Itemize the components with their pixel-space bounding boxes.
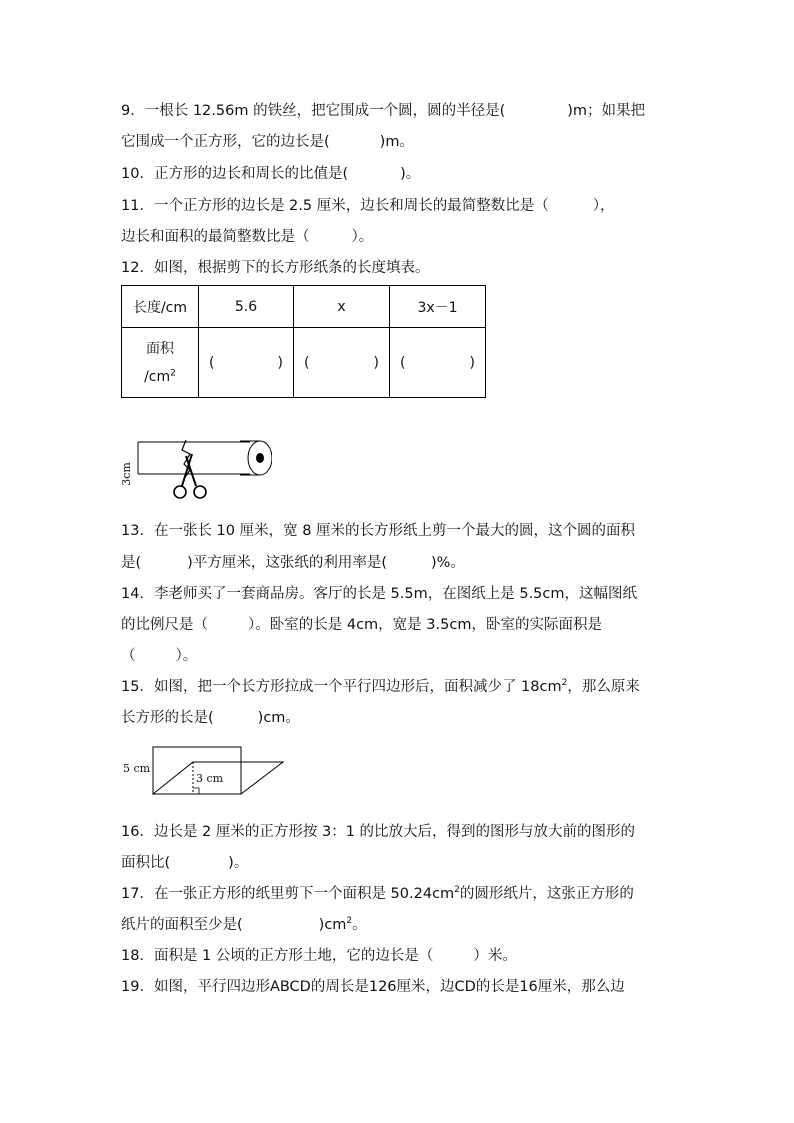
table-cell: x [294,286,390,328]
table-header-cell: 长度/cm [122,286,199,328]
q15-line1: 15．如图，把一个长方形拉成一个平行四边形后，面积减少了 $18cm^2$，那么原来 [121,678,640,695]
q17-line1: 17．在一张正方形的纸里剪下一个面积是 $50.24cm^2$的圆形纸片，这张正方形的 [121,885,634,902]
q16-line1: 16．边长是 2 厘米的正方形按 3：1 的比放大后，得到的图形与放大前的图形的 [121,824,636,840]
table-cell: 5.6 [199,286,294,328]
q13-line1: 13．在一张长 10 厘米，宽 8 厘米的长方形纸上剪一个最大的圆，这个圆的面积 [121,523,636,539]
q16-line2: 面积比( )。 [121,855,249,871]
roll-core [256,453,264,463]
q9-line2: 它围成一个正方形，它的边长是( )m。 [121,134,414,150]
table-row [122,286,486,328]
q18-line: 18．面积是 1 公顷的正方形土地，它的边长是（ ）米。 [121,948,517,964]
q14-line2: 的比例尺是（ ）。卧室的长是 4cm，宽是 3.5cm，卧室的实际面积是 [121,617,602,633]
q17-line2: 纸片的面积至少是( )$cm^2$。 [121,916,367,933]
table-answer-cell[interactable]: ( ) [199,328,294,398]
q10-line: 10．正方形的边长和周长的比值是( )。 [121,166,421,182]
q12-text: 12．如图，根据剪下的长方形纸条的长度填表。 [121,260,430,276]
table-row [122,328,486,398]
paper-roll-figure [112,430,272,510]
width-label: 3cm [120,462,133,486]
q14-line3: （ ）。 [121,648,198,664]
rectangle-parallelogram-figure [118,740,298,800]
table-header-cell: 面积 $/cm^2$ [122,328,199,398]
q14-line1: 14．李老师买了一套商品房。客厅的长是 5.5m，在图纸上是 5.5cm，这幅图纸 [121,586,638,602]
scissors-icon [174,454,206,498]
q13-line2: 是( )平方厘米，这张纸的利用率是( )%。 [121,555,465,571]
q19-line: 19．如图，平行四边形ABCD的周长是126厘米，边CD的长是16厘米，那么边 [121,979,625,995]
q15-line2: 长方形的长是( )cm。 [121,710,300,726]
q9-line1: 9．一根长 12.56m 的铁丝，把它围成一个圆，圆的半径是( )m；如果把 [121,103,646,119]
right-angle-mark [193,788,199,794]
length-area-table [121,285,486,398]
height-label: 5 cm [123,762,151,775]
q11-line2: 边长和面积的最简整数比是（ ）。 [121,229,374,245]
table-answer-cell[interactable]: ( ) [390,328,486,398]
table-cell: 3x－1 [390,286,486,328]
q11-line1: 11．一个正方形的边长是 2.5 厘米，边长和周长的最简整数比是（ ）， [121,198,615,214]
rectangle-shape [153,747,241,794]
inner-height-label: 3 cm [196,772,224,785]
table-answer-cell[interactable]: ( ) [294,328,390,398]
